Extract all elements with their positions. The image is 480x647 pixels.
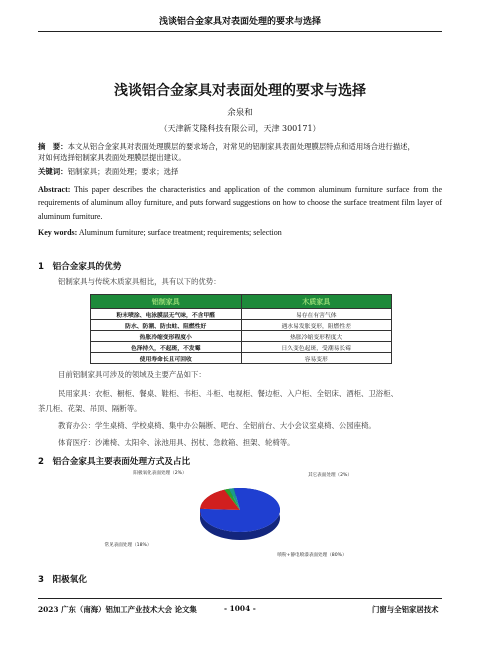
abstract-cn-line1: 本文从铝合金家具对表面处理膜层的要求场合，对常见的铝制家具表面处理膜层特点和适用场合进行描述， xyxy=(67,142,415,151)
table-row xyxy=(91,353,392,364)
header-rule xyxy=(38,31,442,32)
author: 余泉和 xyxy=(227,108,253,118)
table-row xyxy=(91,309,392,320)
pie-chart xyxy=(60,468,420,568)
keywords-cn xyxy=(38,166,442,177)
abstract-cn-label: 摘 要： xyxy=(38,142,68,151)
table-cell-wood: 遇水易发胀变形，阻燃性差 xyxy=(241,320,392,331)
table-cell-aluminum: 防水、防潮、防虫蛀、阻燃性好 xyxy=(91,320,242,331)
section-1-p3: 教育办公：学生桌椅、学校桌椅、集中办公隔断、吧台、全铝前台、大小会议室桌椅、公园座椅。 xyxy=(58,421,376,430)
table-cell-wood: 日久变色起斑，受潮易长霉 xyxy=(241,342,392,353)
table-row xyxy=(91,342,392,353)
table-header-wood: 木质家具 xyxy=(241,295,392,309)
affiliation: （天津新艾隆科技有限公司，天津 300171） xyxy=(159,124,321,133)
section-1-intro: 铝制家具与传统木质家具相比，具有以下的优势： xyxy=(58,277,221,286)
comparison-table xyxy=(90,294,392,364)
pie-label: 其它表面处理（2%） xyxy=(307,473,353,478)
table-cell-aluminum: 粉末喷涂、电泳膜层无气味，不含甲醛 xyxy=(91,309,242,320)
keywords-en-text: Aluminum furniture; surface treatment; requirements; selection xyxy=(78,228,282,237)
abstract-cn xyxy=(38,141,442,164)
table-cell-aluminum: 热胀冷缩变形程度小 xyxy=(91,331,242,342)
section-1-p1: 目前铝制家具可涉及的领域及主要产品如下： xyxy=(58,370,206,379)
section-1-heading: 1 铝合金家具的优势 xyxy=(38,262,122,272)
footer-section: 门窗与全铝家居技术 xyxy=(372,605,439,614)
pie-label: 喷粉+静电喷漆表面处理（80%） xyxy=(277,553,347,558)
table-row xyxy=(91,331,392,342)
section-1-p2-cont: 茶几柜、花架、吊顶、隔断等。 xyxy=(38,404,142,413)
section-2-heading: 2 铝合金家具主要表面处理方式及占比 xyxy=(38,457,191,467)
keywords-en xyxy=(38,226,442,239)
keywords-en-label: Key words: xyxy=(38,228,78,237)
footer-rule xyxy=(38,598,442,599)
table-row xyxy=(91,320,392,331)
keywords-cn-label: 关键词： xyxy=(38,167,68,176)
running-header: 浅谈铝合金家具对表面处理的要求与选择 xyxy=(158,17,321,27)
footer-proceedings: 2023 广东（南海）铝加工产业技术大会 论文集 xyxy=(38,605,197,614)
abstract-en-text: This paper describes the characteristics and application of the common aluminum furniture surface from the requirements of aluminum alloy furniture, and puts forward suggestions on how to choose the surface treatment film layer of aluminum furniture. xyxy=(38,185,443,221)
pie-label: 阳极氧化表面处理（2%） xyxy=(133,471,187,476)
table-cell-wood: 容易变形 xyxy=(241,353,392,364)
table-cell-aluminum: 色泽持久，不起斑，不发霉 xyxy=(91,342,242,353)
section-3-heading: 3 阳极氧化 xyxy=(38,575,87,585)
section-1-p2-line1: 民用家具：衣柜、橱柜、餐桌、鞋柜、书柜、斗柜、电视柜、餐边柜、入户柜、全铝床、酒柜、卫浴柜、 xyxy=(58,389,398,398)
abstract-en-label: Abstract: xyxy=(38,185,71,194)
paper-title: 浅谈铝合金家具对表面处理的要求与选择 xyxy=(114,83,366,99)
section-1-p2 xyxy=(58,386,442,401)
table-header-row xyxy=(91,295,392,309)
table-cell-aluminum: 使用寿命长且可回收 xyxy=(91,353,242,364)
pie-label: 常见表面处理（18%） xyxy=(104,543,152,548)
page-number: - 1004 - xyxy=(224,604,256,613)
table-cell-wood: 热胀冷缩变形程度大 xyxy=(241,331,392,342)
abstract-cn-line2: 对如何选择铝制家具表面处理膜层提出建议。 xyxy=(38,153,186,163)
table-header-aluminum: 铝制家具 xyxy=(91,295,242,309)
table-cell-wood: 易存在有害气体 xyxy=(241,309,392,320)
abstract-en xyxy=(38,183,442,223)
section-1-p4: 体育医疗：沙滩椅、太阳伞、泳池用具、拐杖、急救箱、担架、轮椅等。 xyxy=(58,438,295,447)
keywords-cn-text: 铝制家具；表面处理；要求；选择 xyxy=(67,167,179,176)
